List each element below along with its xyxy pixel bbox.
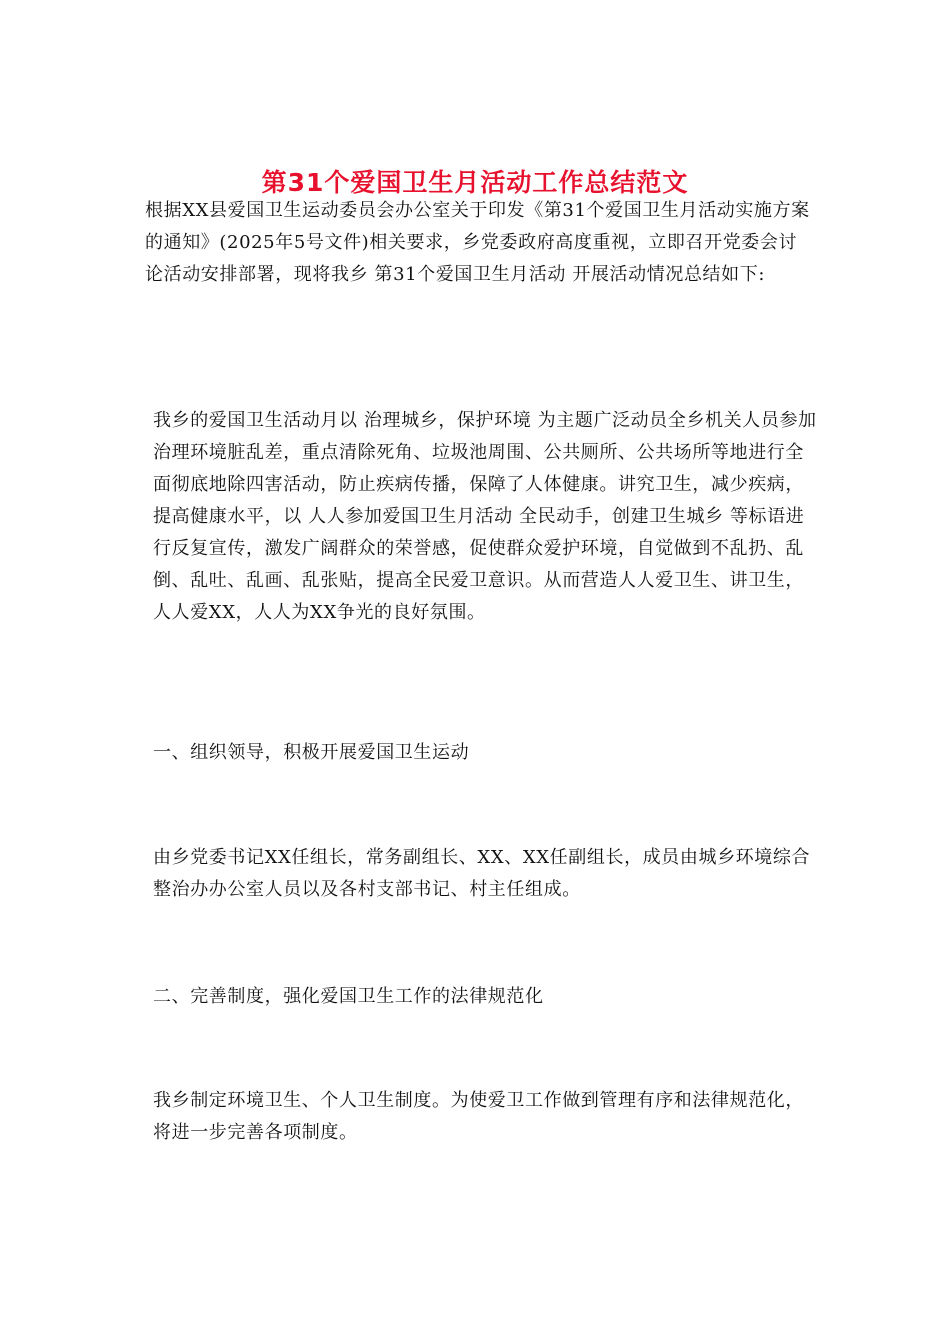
document-title: 第31个爱国卫生月活动工作总结范文 [261,167,689,197]
section-heading-organization: 一、组织领导，积极开展爱国卫生运动 [153,742,470,763]
section-heading-regulations: 二、完善制度，强化爱国卫生工作的法律规范化 [153,986,544,1007]
body-paragraph-activity: 我乡的爱国卫生活动月以 治理城乡，保护环境 为主题广泛动员全乡机关人员参加治理环境脏乱差，重点清除死角、垃圾池周围、公共厕所、公共场所等地进行全面彻底地除四害活动，防止疾病传播，保障了人体健康。讲究卫生，减少疾病，提高健康水平，以 人人参加爱国卫生月活动 全民动手，创建卫生城乡 等标语进行反复宣传，激发广阔群众的荣誉感，促使群众爱护环境，自觉做到不乱扔、乱倒、乱吐、乱画、乱张贴，提高全民爱卫意识。从而营造人人爱卫生、讲卫生，人人爱XX，人人为XX争光的良好氛围。 [153,410,817,623]
intro-paragraph: 根据XX县爱国卫生运动委员会办公室关于印发《第31个爱国卫生月活动实施方案的通知》(2025年5号文件)相关要求，乡党委政府高度重视，立即召开党委会讨论活动安排部署，现将我乡 第31个爱国卫生月活动 开展活动情况总结如下: [145,200,810,285]
body-paragraph-organization: 由乡党委书记XX任组长，常务副组长、XX、XX任副组长，成员由城乡环境综合整治办办公室人员以及各村支部书记、村主任组成。 [153,847,811,900]
body-paragraph-regulations: 我乡制定环境卫生、个人卫生制度。为使爱卫工作做到管理有序和法律规范化，将进一步完善各项制度。 [153,1090,804,1143]
